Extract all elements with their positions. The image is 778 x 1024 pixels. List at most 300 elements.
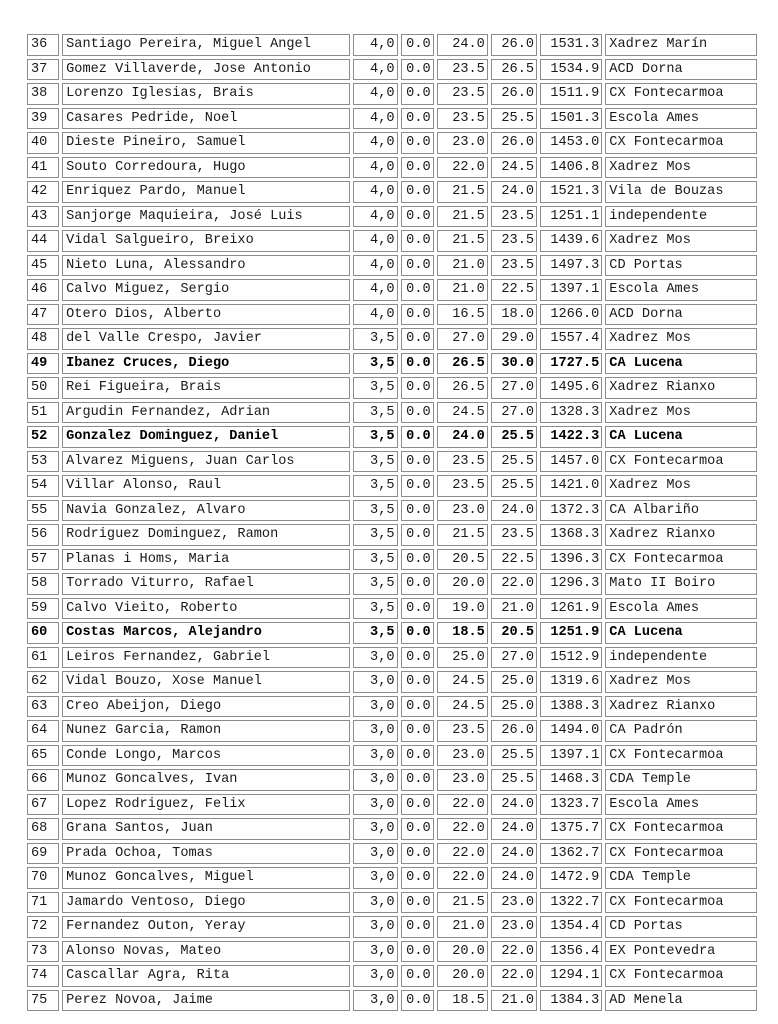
club-cell: Xadrez Mos: [605, 671, 757, 693]
club-cell: independente: [605, 206, 757, 228]
rating-cell: 1322.7: [540, 892, 602, 914]
points-cell: 4,0: [353, 132, 397, 154]
club-cell: independente: [605, 647, 757, 669]
tiebreak-2-cell: 26.5: [437, 353, 488, 375]
points-cell: 3,0: [353, 892, 397, 914]
club-cell: Xadrez Rianxo: [605, 377, 757, 399]
table-row: [27, 622, 757, 644]
rank-cell: 73: [27, 941, 59, 963]
tiebreak-3-cell: 25.0: [491, 696, 537, 718]
points-cell: 3,0: [353, 941, 397, 963]
tiebreak-1-cell: 0.0: [401, 573, 434, 595]
player-name-cell: Jamardo Ventoso, Diego: [62, 892, 350, 914]
rating-cell: 1323.7: [540, 794, 602, 816]
player-name-cell: Navia Gonzalez, Alvaro: [62, 500, 350, 522]
club-cell: CDA Temple: [605, 769, 757, 791]
player-name-cell: Santiago Pereira, Miguel Angel: [62, 34, 350, 56]
tiebreak-2-cell: 23.5: [437, 59, 488, 81]
player-name-cell: Lopez Rodriguez, Felix: [62, 794, 350, 816]
rating-cell: 1557.4: [540, 328, 602, 350]
player-name-cell: Gonzalez Dominguez, Daniel: [62, 426, 350, 448]
player-name-cell: Leiros Fernandez, Gabriel: [62, 647, 350, 669]
table-row: [27, 867, 757, 889]
table-row: [27, 328, 757, 350]
club-cell: Mato II Boiro: [605, 573, 757, 595]
tiebreak-2-cell: 23.5: [437, 451, 488, 473]
tiebreak-2-cell: 22.0: [437, 794, 488, 816]
tiebreak-1-cell: 0.0: [401, 794, 434, 816]
table-row: [27, 965, 757, 987]
player-name-cell: Perez Novoa, Jaime: [62, 990, 350, 1012]
points-cell: 4,0: [353, 206, 397, 228]
player-name-cell: Souto Corredoura, Hugo: [62, 157, 350, 179]
table-row: [27, 34, 757, 56]
tiebreak-2-cell: 22.0: [437, 867, 488, 889]
club-cell: Xadrez Mos: [605, 328, 757, 350]
rating-cell: 1356.4: [540, 941, 602, 963]
player-name-cell: Grana Santos, Juan: [62, 818, 350, 840]
table-row: [27, 206, 757, 228]
tiebreak-2-cell: 23.5: [437, 108, 488, 130]
tiebreak-2-cell: 21.0: [437, 279, 488, 301]
rating-cell: 1534.9: [540, 59, 602, 81]
player-name-cell: Sanjorge Maquieira, José Luis: [62, 206, 350, 228]
tiebreak-3-cell: 25.5: [491, 745, 537, 767]
club-cell: Xadrez Rianxo: [605, 524, 757, 546]
points-cell: 3,0: [353, 696, 397, 718]
tiebreak-1-cell: 0.0: [401, 108, 434, 130]
rating-cell: 1531.3: [540, 34, 602, 56]
table-row: [27, 451, 757, 473]
tiebreak-1-cell: 0.0: [401, 745, 434, 767]
tiebreak-1-cell: 0.0: [401, 500, 434, 522]
tiebreak-1-cell: 0.0: [401, 206, 434, 228]
rating-cell: 1375.7: [540, 818, 602, 840]
points-cell: 3,0: [353, 843, 397, 865]
rating-cell: 1439.6: [540, 230, 602, 252]
rating-cell: 1472.9: [540, 867, 602, 889]
tiebreak-1-cell: 0.0: [401, 965, 434, 987]
tiebreak-1-cell: 0.0: [401, 230, 434, 252]
rank-cell: 71: [27, 892, 59, 914]
player-name-cell: Casares Pedride, Noel: [62, 108, 350, 130]
rank-cell: 39: [27, 108, 59, 130]
rating-cell: 1406.8: [540, 157, 602, 179]
player-name-cell: Munoz Goncalves, Ivan: [62, 769, 350, 791]
club-cell: CD Portas: [605, 255, 757, 277]
player-name-cell: Gomez Villaverde, Jose Antonio: [62, 59, 350, 81]
tiebreak-1-cell: 0.0: [401, 304, 434, 326]
rank-cell: 49: [27, 353, 59, 375]
rank-cell: 74: [27, 965, 59, 987]
tiebreak-2-cell: 23.5: [437, 83, 488, 105]
points-cell: 3,0: [353, 745, 397, 767]
tiebreak-2-cell: 23.0: [437, 769, 488, 791]
rating-cell: 1512.9: [540, 647, 602, 669]
rank-cell: 36: [27, 34, 59, 56]
table-row: [27, 279, 757, 301]
tiebreak-1-cell: 0.0: [401, 941, 434, 963]
points-cell: 4,0: [353, 59, 397, 81]
tiebreak-1-cell: 0.0: [401, 157, 434, 179]
rank-cell: 40: [27, 132, 59, 154]
club-cell: CA Lucena: [605, 426, 757, 448]
points-cell: 4,0: [353, 279, 397, 301]
table-row: [27, 402, 757, 424]
rank-cell: 67: [27, 794, 59, 816]
points-cell: 3,0: [353, 671, 397, 693]
rating-cell: 1511.9: [540, 83, 602, 105]
tiebreak-1-cell: 0.0: [401, 892, 434, 914]
standings-page: [24, 31, 760, 1014]
rating-cell: 1497.3: [540, 255, 602, 277]
rank-cell: 44: [27, 230, 59, 252]
table-row: [27, 843, 757, 865]
table-row: [27, 157, 757, 179]
table-row: [27, 108, 757, 130]
table-row: [27, 892, 757, 914]
club-cell: CDA Temple: [605, 867, 757, 889]
rating-cell: 1384.3: [540, 990, 602, 1012]
points-cell: 3,0: [353, 818, 397, 840]
tiebreak-1-cell: 0.0: [401, 181, 434, 203]
points-cell: 3,5: [353, 402, 397, 424]
table-row: [27, 475, 757, 497]
points-cell: 4,0: [353, 255, 397, 277]
points-cell: 3,5: [353, 377, 397, 399]
tiebreak-3-cell: 24.5: [491, 157, 537, 179]
tiebreak-3-cell: 24.0: [491, 181, 537, 203]
player-name-cell: Fernandez Outon, Yeray: [62, 916, 350, 938]
tiebreak-1-cell: 0.0: [401, 353, 434, 375]
points-cell: 3,5: [353, 500, 397, 522]
club-cell: Xadrez Rianxo: [605, 696, 757, 718]
rating-cell: 1396.3: [540, 549, 602, 571]
club-cell: EX Pontevedra: [605, 941, 757, 963]
tiebreak-3-cell: 25.5: [491, 451, 537, 473]
points-cell: 3,5: [353, 475, 397, 497]
rating-cell: 1328.3: [540, 402, 602, 424]
tiebreak-1-cell: 0.0: [401, 402, 434, 424]
player-name-cell: Calvo Miguez, Sergio: [62, 279, 350, 301]
table-row: [27, 720, 757, 742]
club-cell: Escola Ames: [605, 108, 757, 130]
points-cell: 3,0: [353, 990, 397, 1012]
club-cell: ACD Dorna: [605, 59, 757, 81]
table-row: [27, 769, 757, 791]
rank-cell: 38: [27, 83, 59, 105]
tiebreak-1-cell: 0.0: [401, 255, 434, 277]
rating-cell: 1727.5: [540, 353, 602, 375]
tiebreak-3-cell: 22.5: [491, 279, 537, 301]
table-row: [27, 990, 757, 1012]
club-cell: Escola Ames: [605, 598, 757, 620]
tiebreak-3-cell: 21.0: [491, 990, 537, 1012]
tiebreak-2-cell: 26.5: [437, 377, 488, 399]
club-cell: Escola Ames: [605, 279, 757, 301]
table-row: [27, 941, 757, 963]
table-row: [27, 59, 757, 81]
rank-cell: 41: [27, 157, 59, 179]
points-cell: 3,5: [353, 524, 397, 546]
club-cell: CX Fontecarmoa: [605, 132, 757, 154]
tiebreak-3-cell: 21.0: [491, 598, 537, 620]
club-cell: Xadrez Mos: [605, 475, 757, 497]
points-cell: 3,5: [353, 426, 397, 448]
rank-cell: 50: [27, 377, 59, 399]
tiebreak-1-cell: 0.0: [401, 867, 434, 889]
tiebreak-2-cell: 19.0: [437, 598, 488, 620]
tiebreak-3-cell: 23.0: [491, 916, 537, 938]
rank-cell: 63: [27, 696, 59, 718]
tiebreak-3-cell: 25.5: [491, 108, 537, 130]
tiebreak-1-cell: 0.0: [401, 451, 434, 473]
rating-cell: 1422.3: [540, 426, 602, 448]
tiebreak-3-cell: 23.0: [491, 892, 537, 914]
tiebreak-1-cell: 0.0: [401, 598, 434, 620]
tiebreak-2-cell: 24.0: [437, 426, 488, 448]
points-cell: 4,0: [353, 157, 397, 179]
club-cell: Xadrez Mos: [605, 230, 757, 252]
tiebreak-3-cell: 26.0: [491, 34, 537, 56]
tiebreak-2-cell: 18.5: [437, 622, 488, 644]
tiebreak-1-cell: 0.0: [401, 132, 434, 154]
player-name-cell: Vidal Salgueiro, Breixo: [62, 230, 350, 252]
tiebreak-3-cell: 22.0: [491, 965, 537, 987]
tiebreak-3-cell: 23.5: [491, 524, 537, 546]
rank-cell: 47: [27, 304, 59, 326]
rating-cell: 1362.7: [540, 843, 602, 865]
points-cell: 4,0: [353, 34, 397, 56]
player-name-cell: Calvo Vieito, Roberto: [62, 598, 350, 620]
table-row: [27, 426, 757, 448]
tiebreak-2-cell: 25.0: [437, 647, 488, 669]
tiebreak-3-cell: 25.5: [491, 475, 537, 497]
tiebreak-3-cell: 24.0: [491, 843, 537, 865]
table-row: [27, 745, 757, 767]
tiebreak-3-cell: 26.5: [491, 59, 537, 81]
club-cell: AD Menela: [605, 990, 757, 1012]
tiebreak-3-cell: 26.0: [491, 132, 537, 154]
club-cell: Xadrez Mos: [605, 402, 757, 424]
rating-cell: 1266.0: [540, 304, 602, 326]
player-name-cell: Alvarez Miguens, Juan Carlos: [62, 451, 350, 473]
tiebreak-3-cell: 27.0: [491, 647, 537, 669]
club-cell: CA Padrón: [605, 720, 757, 742]
player-name-cell: Nieto Luna, Alessandro: [62, 255, 350, 277]
club-cell: Vila de Bouzas: [605, 181, 757, 203]
tiebreak-1-cell: 0.0: [401, 328, 434, 350]
tiebreak-2-cell: 27.0: [437, 328, 488, 350]
player-name-cell: Alonso Novas, Mateo: [62, 941, 350, 963]
club-cell: CX Fontecarmoa: [605, 745, 757, 767]
rank-cell: 52: [27, 426, 59, 448]
rating-cell: 1319.6: [540, 671, 602, 693]
rating-cell: 1457.0: [540, 451, 602, 473]
player-name-cell: Munoz Goncalves, Miguel: [62, 867, 350, 889]
rating-cell: 1294.1: [540, 965, 602, 987]
rating-cell: 1388.3: [540, 696, 602, 718]
tiebreak-1-cell: 0.0: [401, 59, 434, 81]
club-cell: ACD Dorna: [605, 304, 757, 326]
table-row: [27, 794, 757, 816]
tiebreak-1-cell: 0.0: [401, 622, 434, 644]
rank-cell: 57: [27, 549, 59, 571]
rating-cell: 1453.0: [540, 132, 602, 154]
tiebreak-3-cell: 24.0: [491, 818, 537, 840]
points-cell: 3,0: [353, 769, 397, 791]
tiebreak-3-cell: 25.5: [491, 426, 537, 448]
tiebreak-2-cell: 21.5: [437, 892, 488, 914]
table-row: [27, 255, 757, 277]
club-cell: CX Fontecarmoa: [605, 843, 757, 865]
points-cell: 4,0: [353, 230, 397, 252]
club-cell: CX Fontecarmoa: [605, 818, 757, 840]
tiebreak-2-cell: 24.5: [437, 696, 488, 718]
rating-cell: 1397.1: [540, 745, 602, 767]
rating-cell: 1296.3: [540, 573, 602, 595]
rating-cell: 1397.1: [540, 279, 602, 301]
tiebreak-3-cell: 18.0: [491, 304, 537, 326]
tiebreak-2-cell: 21.5: [437, 206, 488, 228]
points-cell: 3,0: [353, 965, 397, 987]
player-name-cell: Cascallar Agra, Rita: [62, 965, 350, 987]
rating-cell: 1251.9: [540, 622, 602, 644]
tiebreak-3-cell: 25.5: [491, 769, 537, 791]
points-cell: 3,0: [353, 647, 397, 669]
tiebreak-2-cell: 21.0: [437, 255, 488, 277]
club-cell: CD Portas: [605, 916, 757, 938]
tiebreak-1-cell: 0.0: [401, 279, 434, 301]
rating-cell: 1261.9: [540, 598, 602, 620]
rating-cell: 1421.0: [540, 475, 602, 497]
points-cell: 4,0: [353, 304, 397, 326]
table-row: [27, 671, 757, 693]
tiebreak-2-cell: 22.0: [437, 818, 488, 840]
table-row: [27, 500, 757, 522]
rank-cell: 72: [27, 916, 59, 938]
tiebreak-2-cell: 21.5: [437, 524, 488, 546]
points-cell: 4,0: [353, 83, 397, 105]
tiebreak-2-cell: 23.0: [437, 132, 488, 154]
table-row: [27, 647, 757, 669]
table-row: [27, 230, 757, 252]
tiebreak-2-cell: 22.0: [437, 843, 488, 865]
tiebreak-2-cell: 20.5: [437, 549, 488, 571]
player-name-cell: Vidal Bouzo, Xose Manuel: [62, 671, 350, 693]
tiebreak-1-cell: 0.0: [401, 671, 434, 693]
tiebreak-3-cell: 30.0: [491, 353, 537, 375]
table-row: [27, 573, 757, 595]
rank-cell: 42: [27, 181, 59, 203]
tiebreak-2-cell: 23.5: [437, 720, 488, 742]
tiebreak-3-cell: 20.5: [491, 622, 537, 644]
rank-cell: 69: [27, 843, 59, 865]
tiebreak-3-cell: 27.0: [491, 377, 537, 399]
club-cell: Xadrez Marín: [605, 34, 757, 56]
points-cell: 3,5: [353, 598, 397, 620]
player-name-cell: Planas i Homs, Maria: [62, 549, 350, 571]
tiebreak-1-cell: 0.0: [401, 549, 434, 571]
tiebreak-2-cell: 24.0: [437, 34, 488, 56]
tiebreak-2-cell: 23.5: [437, 475, 488, 497]
rating-cell: 1521.3: [540, 181, 602, 203]
rank-cell: 51: [27, 402, 59, 424]
club-cell: CX Fontecarmoa: [605, 83, 757, 105]
rank-cell: 56: [27, 524, 59, 546]
rank-cell: 54: [27, 475, 59, 497]
rating-cell: 1354.4: [540, 916, 602, 938]
rank-cell: 65: [27, 745, 59, 767]
table-row: [27, 524, 757, 546]
tiebreak-3-cell: 22.5: [491, 549, 537, 571]
club-cell: CX Fontecarmoa: [605, 549, 757, 571]
tiebreak-3-cell: 24.0: [491, 500, 537, 522]
tiebreak-1-cell: 0.0: [401, 647, 434, 669]
table-row: [27, 132, 757, 154]
rank-cell: 60: [27, 622, 59, 644]
rank-cell: 45: [27, 255, 59, 277]
table-row: [27, 818, 757, 840]
tiebreak-2-cell: 23.0: [437, 745, 488, 767]
points-cell: 3,0: [353, 794, 397, 816]
rating-cell: 1494.0: [540, 720, 602, 742]
tiebreak-1-cell: 0.0: [401, 524, 434, 546]
rank-cell: 66: [27, 769, 59, 791]
rank-cell: 37: [27, 59, 59, 81]
player-name-cell: Torrado Viturro, Rafael: [62, 573, 350, 595]
club-cell: CA Lucena: [605, 353, 757, 375]
rating-cell: 1251.1: [540, 206, 602, 228]
rank-cell: 68: [27, 818, 59, 840]
points-cell: 3,0: [353, 916, 397, 938]
table-row: [27, 304, 757, 326]
tiebreak-3-cell: 23.5: [491, 206, 537, 228]
rank-cell: 55: [27, 500, 59, 522]
player-name-cell: Costas Marcos, Alejandro: [62, 622, 350, 644]
tiebreak-3-cell: 23.5: [491, 230, 537, 252]
rank-cell: 58: [27, 573, 59, 595]
club-cell: Escola Ames: [605, 794, 757, 816]
tiebreak-3-cell: 26.0: [491, 720, 537, 742]
rank-cell: 48: [27, 328, 59, 350]
tiebreak-1-cell: 0.0: [401, 426, 434, 448]
player-name-cell: Argudin Fernandez, Adrian: [62, 402, 350, 424]
club-cell: Xadrez Mos: [605, 157, 757, 179]
points-cell: 3,0: [353, 867, 397, 889]
tiebreak-2-cell: 23.0: [437, 500, 488, 522]
tiebreak-3-cell: 26.0: [491, 83, 537, 105]
player-name-cell: Lorenzo Iglesias, Brais: [62, 83, 350, 105]
tiebreak-2-cell: 20.0: [437, 941, 488, 963]
rank-cell: 59: [27, 598, 59, 620]
rating-cell: 1468.3: [540, 769, 602, 791]
rank-cell: 46: [27, 279, 59, 301]
tiebreak-2-cell: 22.0: [437, 157, 488, 179]
club-cell: CA Albariño: [605, 500, 757, 522]
player-name-cell: Prada Ochoa, Tomas: [62, 843, 350, 865]
tiebreak-2-cell: 20.0: [437, 965, 488, 987]
rating-cell: 1495.6: [540, 377, 602, 399]
points-cell: 3,0: [353, 720, 397, 742]
tiebreak-3-cell: 22.0: [491, 941, 537, 963]
tiebreak-1-cell: 0.0: [401, 916, 434, 938]
player-name-cell: Rodriguez Dominguez, Ramon: [62, 524, 350, 546]
points-cell: 3,5: [353, 622, 397, 644]
tiebreak-2-cell: 24.5: [437, 671, 488, 693]
player-name-cell: Villar Alonso, Raul: [62, 475, 350, 497]
tiebreak-1-cell: 0.0: [401, 843, 434, 865]
